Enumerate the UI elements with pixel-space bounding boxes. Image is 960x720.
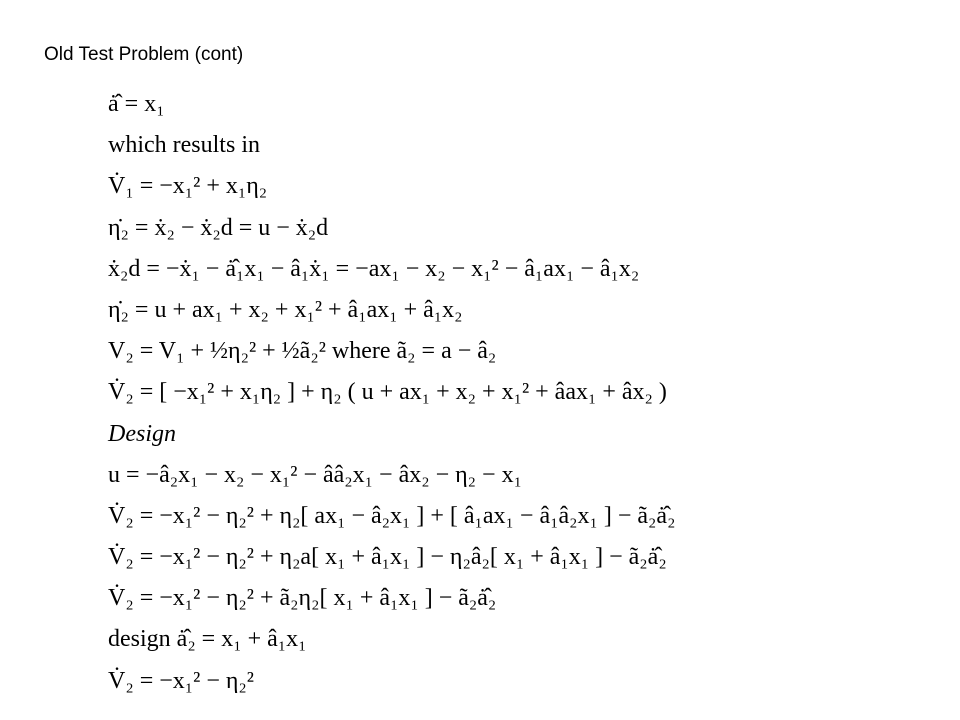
equation-line: V̇₂ = −x₁² − η₂² + η₂a[ x₁ + â₁x₁ ] − η₂â₂[ x₁ + â₁x₁ ] − ã₂ȧ̂₂	[108, 544, 667, 571]
equation-line: V̇₂ = −x₁² − η₂²	[108, 667, 254, 694]
equation-line: u = −â₂x₁ − x₂ − x₁² − ââ₂x₁ − âx₂ − η₂ − x₁	[108, 461, 522, 488]
equation-line: which results in	[108, 132, 260, 159]
equation-line: design ȧ̂₂ = x₁ + â₁x₁	[108, 626, 307, 653]
equation-line: V₂ = V₁ + ½η₂² + ½ã₂² where ã₂ = a − â₂	[108, 338, 497, 365]
equation-line: η̇₂ = ẋ₂ − ẋ₂d = u − ẋ₂d	[108, 214, 329, 241]
equation-line: V̇₂ = −x₁² − η₂² + ã₂η₂[ x₁ + â₁x₁ ] − ã₂ȧ̂₂	[108, 585, 497, 612]
equation-line: ȧ̂ = x₁	[108, 91, 165, 117]
equation-block	[108, 84, 928, 702]
equation-line: V̇₁ = −x₁² + x₁η₂	[108, 173, 268, 200]
equation-line: η̇₂ = u + ax₁ + x₂ + x₁² + â₁ax₁ + â₁x₂	[108, 296, 463, 323]
slide-title: Old Test Problem (cont)	[44, 44, 244, 65]
equation-line: ẋ₂d = −ẋ₁ − ȧ̂₁x₁ − â₁ẋ₁ = −ax₁ − x₂ − x₁² − â₁ax₁ − â₁x₂	[108, 255, 640, 282]
equation-line: V̇₂ = [ −x₁² + x₁η₂ ] + η₂ ( u + ax₁ + x₂ + x₁² + âax₁ + âx₂ )	[108, 379, 667, 406]
equation-line: V̇₂ = −x₁² − η₂² + η₂[ ax₁ − â₂x₁ ] + [ â₁ax₁ − â₁â₂x₁ ] − ã₂ȧ̂₂	[108, 502, 676, 529]
design-heading: Design	[108, 420, 176, 447]
